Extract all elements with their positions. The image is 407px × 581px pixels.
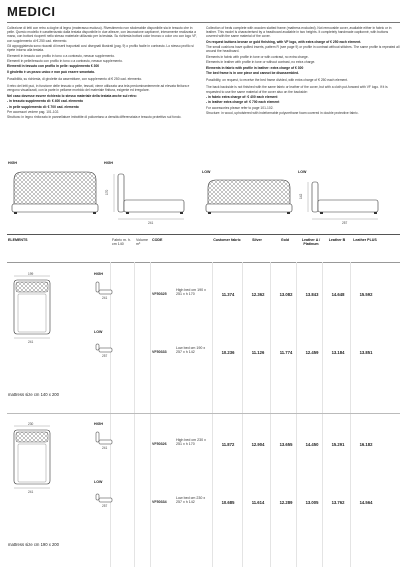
variant-dim: 241 [102,446,108,450]
product-code: VF50333 [152,350,167,354]
description-english [206,26,400,117]
section-divider [7,413,400,414]
column-divider [322,262,323,567]
col-header-price: Leather PLUS [353,238,377,242]
price-cell: 11.614 [251,500,265,505]
price-cell: 14.648 [331,292,345,297]
column-divider [242,262,243,567]
description-paragraph: Collezione di letti con retro a doghe di legno (materasso escluso). Rivestimento non sfoderabile disponibile sia in tessuto che in pelle. Questo modello è caratterizzato dalla testata disponibile in due altezze, con lavorazione capitonné, interamente realizzata a mano, con bottoni ricoperti nello stesso materiale utilizzato per la testata. Su richiesta bottoni color bronzo o color oro con logo VF, con supplemento di € 250 cad. elemento. [7,26,197,43]
description-paragraph: Elementi in pelle/tessuto con profilo in tono o a contrasto, nessun supplemento. [7,58,123,63]
dim-height-high: 170 [105,189,109,195]
description-italian [7,26,201,121]
price-cell: 12.362 [251,292,265,297]
drawing-label-high-side: HIGH [104,161,113,165]
col-header-price: Customer fabric [213,238,241,242]
bed-low-front-drawing [202,176,296,218]
col-header-volume: Volume m³ [136,238,148,247]
bed-variant-side-drawing [94,336,114,358]
price-cell: 13.843 [305,292,319,297]
dim-plan-depth: 241 [28,340,34,344]
column-divider [350,262,351,567]
price-cell: 16.182 [359,442,373,447]
column-divider [270,262,271,567]
price-cell: 13.082 [279,292,293,297]
column-divider [296,262,297,567]
description-paragraph: The small cushions have quilted inserts, pattern R (see page 9) or profile in contrast without stitches. The same profile is repeated all around the headboard. [206,45,400,54]
variant-label: LOW [94,480,103,484]
col-header-price: Gold [280,238,290,242]
bed-variant-side-drawing [94,278,114,300]
dim-plan-width: 199 [28,272,34,276]
product-code: VF50334 [152,500,167,504]
description-paragraph: Il retro dei letti può, in funzione delle tessuto o pelle, tessuti, viene utilizzata una tela predominantemente ad elevata finitura e vengono visualizzati, con la parte in pellame morbido del materiale finitura, esigente ed irregolare. [7,84,190,93]
price-cell: 15.592 [359,292,373,297]
description-paragraph: - in tessuto supplemento di: € 400 cad. elemento [7,99,84,104]
price-cell: 12.289 [279,500,293,505]
drawing-label-low-side: LOW [298,170,307,174]
column-divider [212,262,213,567]
price-cell: 13.851 [359,350,373,355]
bed-variant-side-drawing [94,428,114,450]
description-paragraph: The back backside is not finished with the same fabric or leather of the cover, but with a cloth put-forward with VF logo. If it is requested to use the same material of the cover also on the backside: [206,85,388,94]
description-paragraph: For accessories please refer to page 101-102. [206,105,274,110]
col-header-price: Leather B [328,238,346,242]
dim-height-low: 142 [299,193,303,199]
bed-plan-drawing [8,272,56,344]
header-divider [7,262,400,263]
product-code: VF50325 [152,292,167,296]
variant-label: LOW [94,330,103,334]
col-header-elements: ELEMENTS [8,238,28,242]
description-paragraph: Gli appoggiatesta sono ricavati di inserti trapuntati così disegnati illustrati (pag. 9) o profilo facile in contrasto. Lo stesso profilo si ripete intorno alla testata. [7,44,194,53]
description-paragraph: Elementi in tessuto con profilo in tono o a contrasto, nessun supplemento. [7,53,115,58]
product-code: VF50326 [152,442,167,446]
price-cell: 11.374 [221,292,235,297]
bed-variant-side-drawing [94,486,114,508]
variant-dim: 257 [102,504,108,508]
price-cell: 11.126 [251,350,265,355]
description-paragraph: Elements in fabric with profile in tone or with contrast, no extra charge. [206,54,309,59]
price-cell: 14.450 [305,442,319,447]
bed-high-front-drawing [8,168,102,218]
product-description: Low bed cm 230 x 257 x h 142 [176,496,206,505]
price-cell: 13.184 [331,350,345,355]
product-description: High bed cm 230 x 251 x h 170 [176,438,206,447]
description-paragraph: Il giroletto è un pezzo unico e non può essere smontato. [7,69,96,74]
col-header-price: Leather A / Platinum [301,238,321,247]
mattress-size: mattress size cm 140 x 200 [8,392,59,397]
price-cell: 13.655 [279,442,293,447]
drawing-label-low-front: LOW [202,170,211,174]
price-cell: 12.904 [251,442,265,447]
table-top-rule [7,234,400,235]
description-paragraph: Possibility, on request, to receive the bed frame divided, with extra charge of € 250 each element. [206,78,348,83]
title-divider [7,22,400,23]
price-cell: 14.564 [359,500,373,505]
description-paragraph: - in fabric extra charge of: € 400 each element [206,94,278,99]
description-paragraph: Struttura: in legno rinforzato in pannellature imbottite di poliuretano a densità differenziata e tessuto protettivo sul fondo. [7,115,182,120]
variant-label: HIGH [94,272,103,276]
description-paragraph: Elementi in tessuto con profilo in pelle: supplemento € 300 [7,64,100,69]
description-paragraph: - in leather extra charge of: € 700 each element [206,100,280,105]
mattress-size: mattress size cm 190 x 200 [8,542,59,547]
price-cell: 13.762 [331,500,345,505]
dim-length-low: 257 [342,221,348,225]
price-cell: 12.459 [305,350,319,355]
price-cell: 10.685 [221,500,235,505]
bed-plan-drawing [8,422,56,494]
price-cell: 15.291 [331,442,345,447]
col-header-code: CODE [152,238,163,242]
col-header-price: Silver [252,238,262,242]
product-description: Low bed cm 190 x 257 x h 142 [176,346,206,355]
description-paragraph: Elements in fabric with profile in leather: extra charge of € 300 [206,65,304,70]
description-paragraph: Nel caso dovesse essere richiesto lo stesso materiale della testata anche sul retro: [7,93,137,98]
description-paragraph: Elements in leather with profile in tone or without contrast, no extra charge. [206,60,316,65]
dim-length-high: 241 [148,221,154,225]
description-paragraph: Structure: in wood, upholstered with indeformable polyurethane foam covered in double protective fabric. [206,111,359,116]
column-divider [134,262,135,567]
description-paragraph: The bed frame is in one piece and cannot be disassembled. [206,70,300,75]
variant-dim: 257 [102,354,108,358]
description-paragraph: - in pelle supplemento di: € 700 cad. elemento [7,104,79,109]
column-divider [150,262,151,567]
description-paragraph: Possibilità, su richiesta, di girolette da assemblare, con supplemento di € 250 cad. elemento. [7,76,143,81]
price-cell: 11.872 [221,442,235,447]
dim-plan-width: 230 [28,422,34,426]
page-title: MEDICI [7,4,56,19]
price-cell: 11.774 [279,350,293,355]
variant-label: HIGH [94,422,103,426]
bed-high-side-drawing [104,168,190,226]
price-cell: 13.005 [305,500,319,505]
price-cell: 10.236 [221,350,235,355]
description-paragraph: Per accessori vedere pag. 101-102. [7,109,60,114]
column-divider [110,262,111,567]
drawing-label-high-front: HIGH [8,161,17,165]
description-paragraph: Collection of beds complete with wooden slatted frame (mattress excluded). Not removable cover, available either in fabric or in leather. This model is characterised by a headboard available in two heights. It completely handmade capitonné, with buttons covered with the same material of the cover. [206,26,392,39]
col-header-fabric: Fabric m. h. cm 140 [112,238,131,247]
dim-plan-depth: 241 [28,490,34,494]
bed-low-side-drawing [298,176,384,226]
product-description: High bed cm 190 x 251 x h 170 [176,288,206,297]
description-paragraph: On request buttons bronze or gold finishing, with VF logo, with extra charge of € 250 each element. [206,39,362,44]
variant-dim: 241 [102,296,108,300]
